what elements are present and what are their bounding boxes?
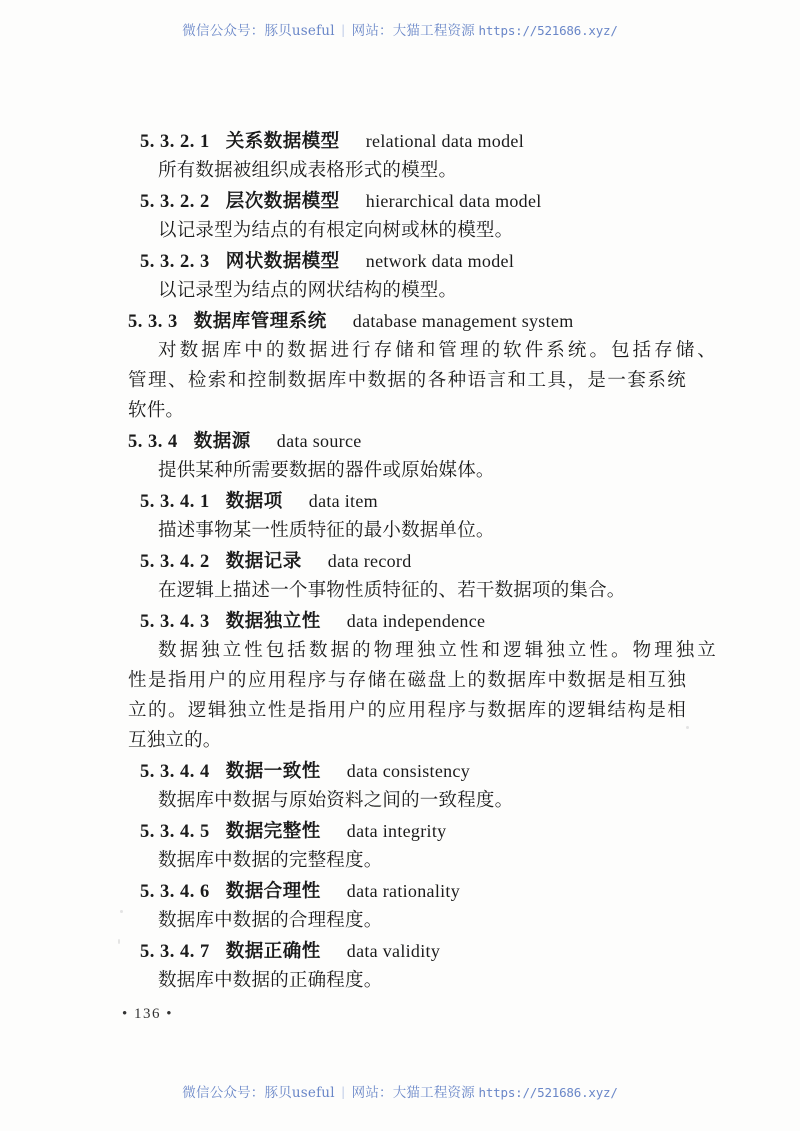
definition-line: 以记录型为结点的有根定向树或林的模型。 bbox=[158, 220, 514, 241]
watermark-wechat-label: 微信公众号：豚贝useful bbox=[182, 23, 335, 39]
term-number: 5. 3. 4. 4 bbox=[140, 762, 210, 782]
scan-speckle bbox=[120, 910, 123, 913]
definition-line: 互独立的。 bbox=[128, 730, 222, 751]
term-entry bbox=[128, 246, 688, 276]
term-english: data item bbox=[308, 491, 378, 511]
term-entry bbox=[128, 936, 688, 966]
term-number: 5. 3. 4. 3 bbox=[140, 612, 210, 632]
document-body bbox=[128, 126, 716, 996]
header-watermark bbox=[0, 19, 800, 39]
watermark-site-label: 网站：大猫工程资源 bbox=[351, 23, 475, 39]
definition-line: 软件。 bbox=[128, 400, 185, 421]
term-chinese: 数据源 bbox=[193, 431, 251, 452]
term-number: 5. 3. 4. 7 bbox=[140, 942, 210, 962]
term-entry bbox=[128, 756, 688, 786]
term-chinese: 数据一致性 bbox=[225, 761, 321, 782]
term-english: network data model bbox=[365, 251, 515, 271]
watermark-url: https://521686.xyz/ bbox=[478, 23, 618, 38]
term-english: data source bbox=[276, 431, 362, 451]
term-number: 5. 3. 2. 1 bbox=[140, 132, 210, 152]
term-entry bbox=[128, 306, 688, 336]
definition-line: 对数据库中的数据进行存储和管理的软件系统。包括存储、 bbox=[158, 340, 716, 361]
term-english: data validity bbox=[346, 941, 441, 961]
term-chinese: 关系数据模型 bbox=[225, 131, 340, 152]
term-chinese: 数据完整性 bbox=[225, 821, 321, 842]
term-number: 5. 3. 4. 2 bbox=[140, 552, 210, 572]
term-chinese: 数据记录 bbox=[225, 551, 302, 572]
term-chinese: 数据合理性 bbox=[225, 881, 321, 902]
definition-line: 所有数据被组织成表格形式的模型。 bbox=[158, 160, 458, 181]
watermark-divider: | bbox=[341, 22, 345, 37]
definition-line: 数据独立性包括数据的物理独立性和逻辑独立性。物理独立 bbox=[158, 640, 716, 661]
watermark-wechat-label: 微信公众号：豚贝useful bbox=[182, 1085, 335, 1101]
definition-line: 数据库中数据的完整程度。 bbox=[158, 850, 383, 871]
definition-line: 立的。逻辑独立性是指用户的应用程序与数据库的逻辑结构是相 bbox=[128, 700, 686, 721]
term-english: database management system bbox=[352, 311, 574, 331]
footer-watermark bbox=[0, 1081, 800, 1101]
term-entry bbox=[128, 126, 688, 156]
term-entry bbox=[128, 816, 688, 846]
scan-speckle bbox=[118, 939, 120, 944]
term-english: data record bbox=[327, 551, 412, 571]
term-number: 5. 3. 2. 2 bbox=[140, 192, 210, 212]
term-english: data rationality bbox=[346, 881, 461, 901]
term-entry bbox=[128, 606, 688, 636]
term-entry bbox=[128, 486, 688, 516]
term-chinese: 层次数据模型 bbox=[225, 191, 340, 212]
term-english: data integrity bbox=[346, 821, 447, 841]
watermark-url: https://521686.xyz/ bbox=[478, 1085, 618, 1100]
definition-line: 描述事物某一性质特征的最小数据单位。 bbox=[158, 520, 495, 541]
term-entry bbox=[128, 426, 688, 456]
term-entry bbox=[128, 876, 688, 906]
scan-speckle bbox=[686, 726, 689, 729]
term-chinese: 数据正确性 bbox=[225, 941, 321, 962]
term-english: data independence bbox=[346, 611, 486, 631]
term-number: 5. 3. 3 bbox=[128, 312, 178, 332]
definition-line: 在逻辑上描述一个事物性质特征的、若干数据项的集合。 bbox=[158, 580, 626, 601]
watermark-divider: | bbox=[341, 1084, 345, 1099]
term-number: 5. 3. 4 bbox=[128, 432, 178, 452]
definition-line: 数据库中数据的正确程度。 bbox=[158, 970, 383, 991]
definition-line: 性是指用户的应用程序与存储在磁盘上的数据库中数据是相互独 bbox=[128, 670, 686, 691]
term-chinese: 数据项 bbox=[225, 491, 283, 512]
term-number: 5. 3. 4. 5 bbox=[140, 822, 210, 842]
definition-line: 提供某种所需要数据的器件或原始媒体。 bbox=[158, 460, 495, 481]
term-english: data consistency bbox=[346, 761, 471, 781]
term-chinese: 数据库管理系统 bbox=[193, 311, 327, 332]
term-chinese: 数据独立性 bbox=[225, 611, 321, 632]
term-number: 5. 3. 4. 1 bbox=[140, 492, 210, 512]
term-number: 5. 3. 4. 6 bbox=[140, 882, 210, 902]
definition-line: 数据库中数据的合理程度。 bbox=[158, 910, 383, 931]
term-english: relational data model bbox=[365, 131, 525, 151]
page-number: • 136 • bbox=[122, 1006, 174, 1022]
term-entry bbox=[128, 186, 688, 216]
term-english: hierarchical data model bbox=[365, 191, 542, 211]
term-number: 5. 3. 2. 3 bbox=[140, 252, 210, 272]
definition-line: 以记录型为结点的网状结构的模型。 bbox=[158, 280, 458, 301]
watermark-site-label: 网站：大猫工程资源 bbox=[351, 1085, 475, 1101]
definition-line: 管理、检索和控制数据库中数据的各种语言和工具，是一套系统 bbox=[128, 370, 686, 391]
definition-line: 数据库中数据与原始资料之间的一致程度。 bbox=[158, 790, 514, 811]
term-entry bbox=[128, 546, 688, 576]
term-chinese: 网状数据模型 bbox=[225, 251, 340, 272]
